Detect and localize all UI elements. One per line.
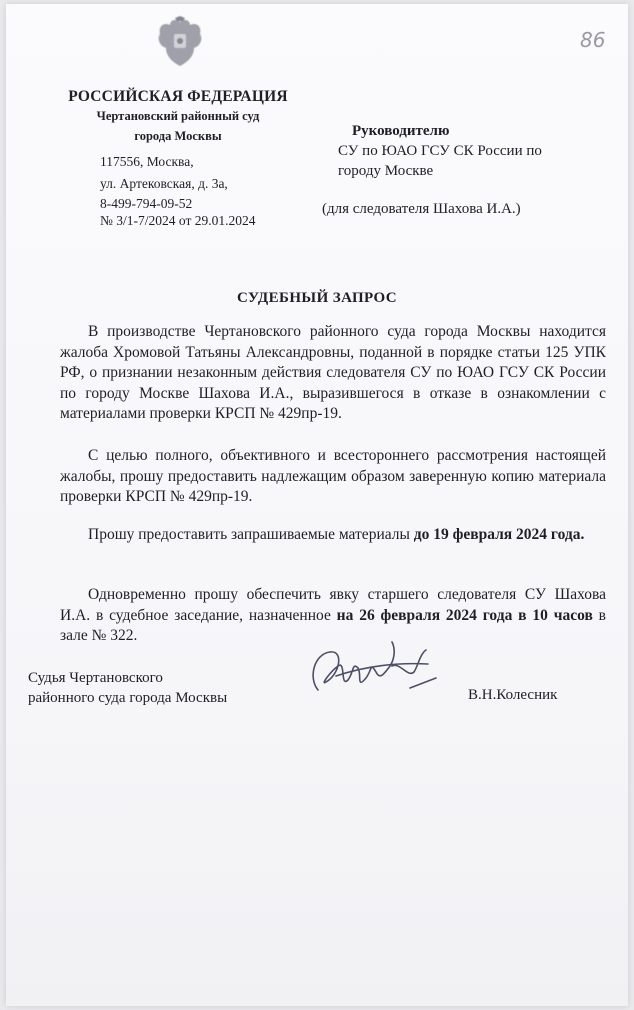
court-city: города Москвы — [134, 129, 222, 143]
judge-title-line1: Судья Чертановского — [28, 670, 163, 686]
hearing-room: в зале № 322. — [60, 606, 606, 644]
paragraph-proceedings: В производстве Чертановского районного суда города Москвы находится жалоба Хромовой Татьяны Александровны, поданной в порядке статьи 125 УПК РФ, о признании незаконным действия следователя СУ по ЮАО ГСУ СК России по городу Москве Шахова И.А., выразившегося в отказе в ознакомлении с материалами проверки КРСП № 429пр-19. — [60, 323, 606, 422]
hearing-text: Одновременно прошу обеспечить явку старшего следователя СУ Шахова И.А. в судебное заседание, назначенное — [60, 586, 606, 624]
paragraph-request: С целью полного, объективного и всестороннего рассмотрения настоящей жалобы, прошу предоставить надлежащим образом заверенную копию материала проверки КРСП № 429пр-19. — [60, 447, 606, 505]
recipient-attention: (для следователя Шахова И.А.) — [322, 201, 521, 217]
coat-of-arms-icon — [154, 16, 206, 70]
deadline-date: до 19 февраля 2024 года. — [413, 526, 585, 543]
handwritten-signature — [300, 632, 440, 712]
court-address-line2: ул. Артековская, д. 3а, — [100, 176, 228, 191]
court-name: Чертановский районный суд — [96, 109, 260, 123]
page-number: 86 — [580, 28, 606, 52]
deadline-text: Прошу предоставить запрашиваемые материалы — [88, 526, 414, 543]
recipient-title: Руководителю — [352, 123, 450, 139]
court-block — [58, 88, 298, 146]
court-address-line1: 117556, Москва, — [100, 154, 194, 169]
hearing-date: на 26 февраля 2024 года в 10 часов — [336, 606, 593, 624]
country-name: РОССИЙСКАЯ ФЕДЕРАЦИЯ — [68, 88, 288, 105]
outgoing-reference: № 3/1-7/2024 от 29.01.2024 — [100, 213, 256, 228]
court-phone: 8-499-794-09-52 — [100, 196, 193, 211]
recipient-line2: городу Москве — [338, 163, 434, 179]
document-heading: СУДЕБНЫЙ ЗАПРОС — [237, 290, 397, 306]
judge-name: В.Н.Колесник — [468, 687, 558, 703]
judge-title-line2: районного суда города Москвы — [28, 690, 228, 706]
recipient-line1: СУ по ЮАО ГСУ СК России по — [338, 143, 542, 159]
paragraph-deadline — [60, 525, 606, 546]
